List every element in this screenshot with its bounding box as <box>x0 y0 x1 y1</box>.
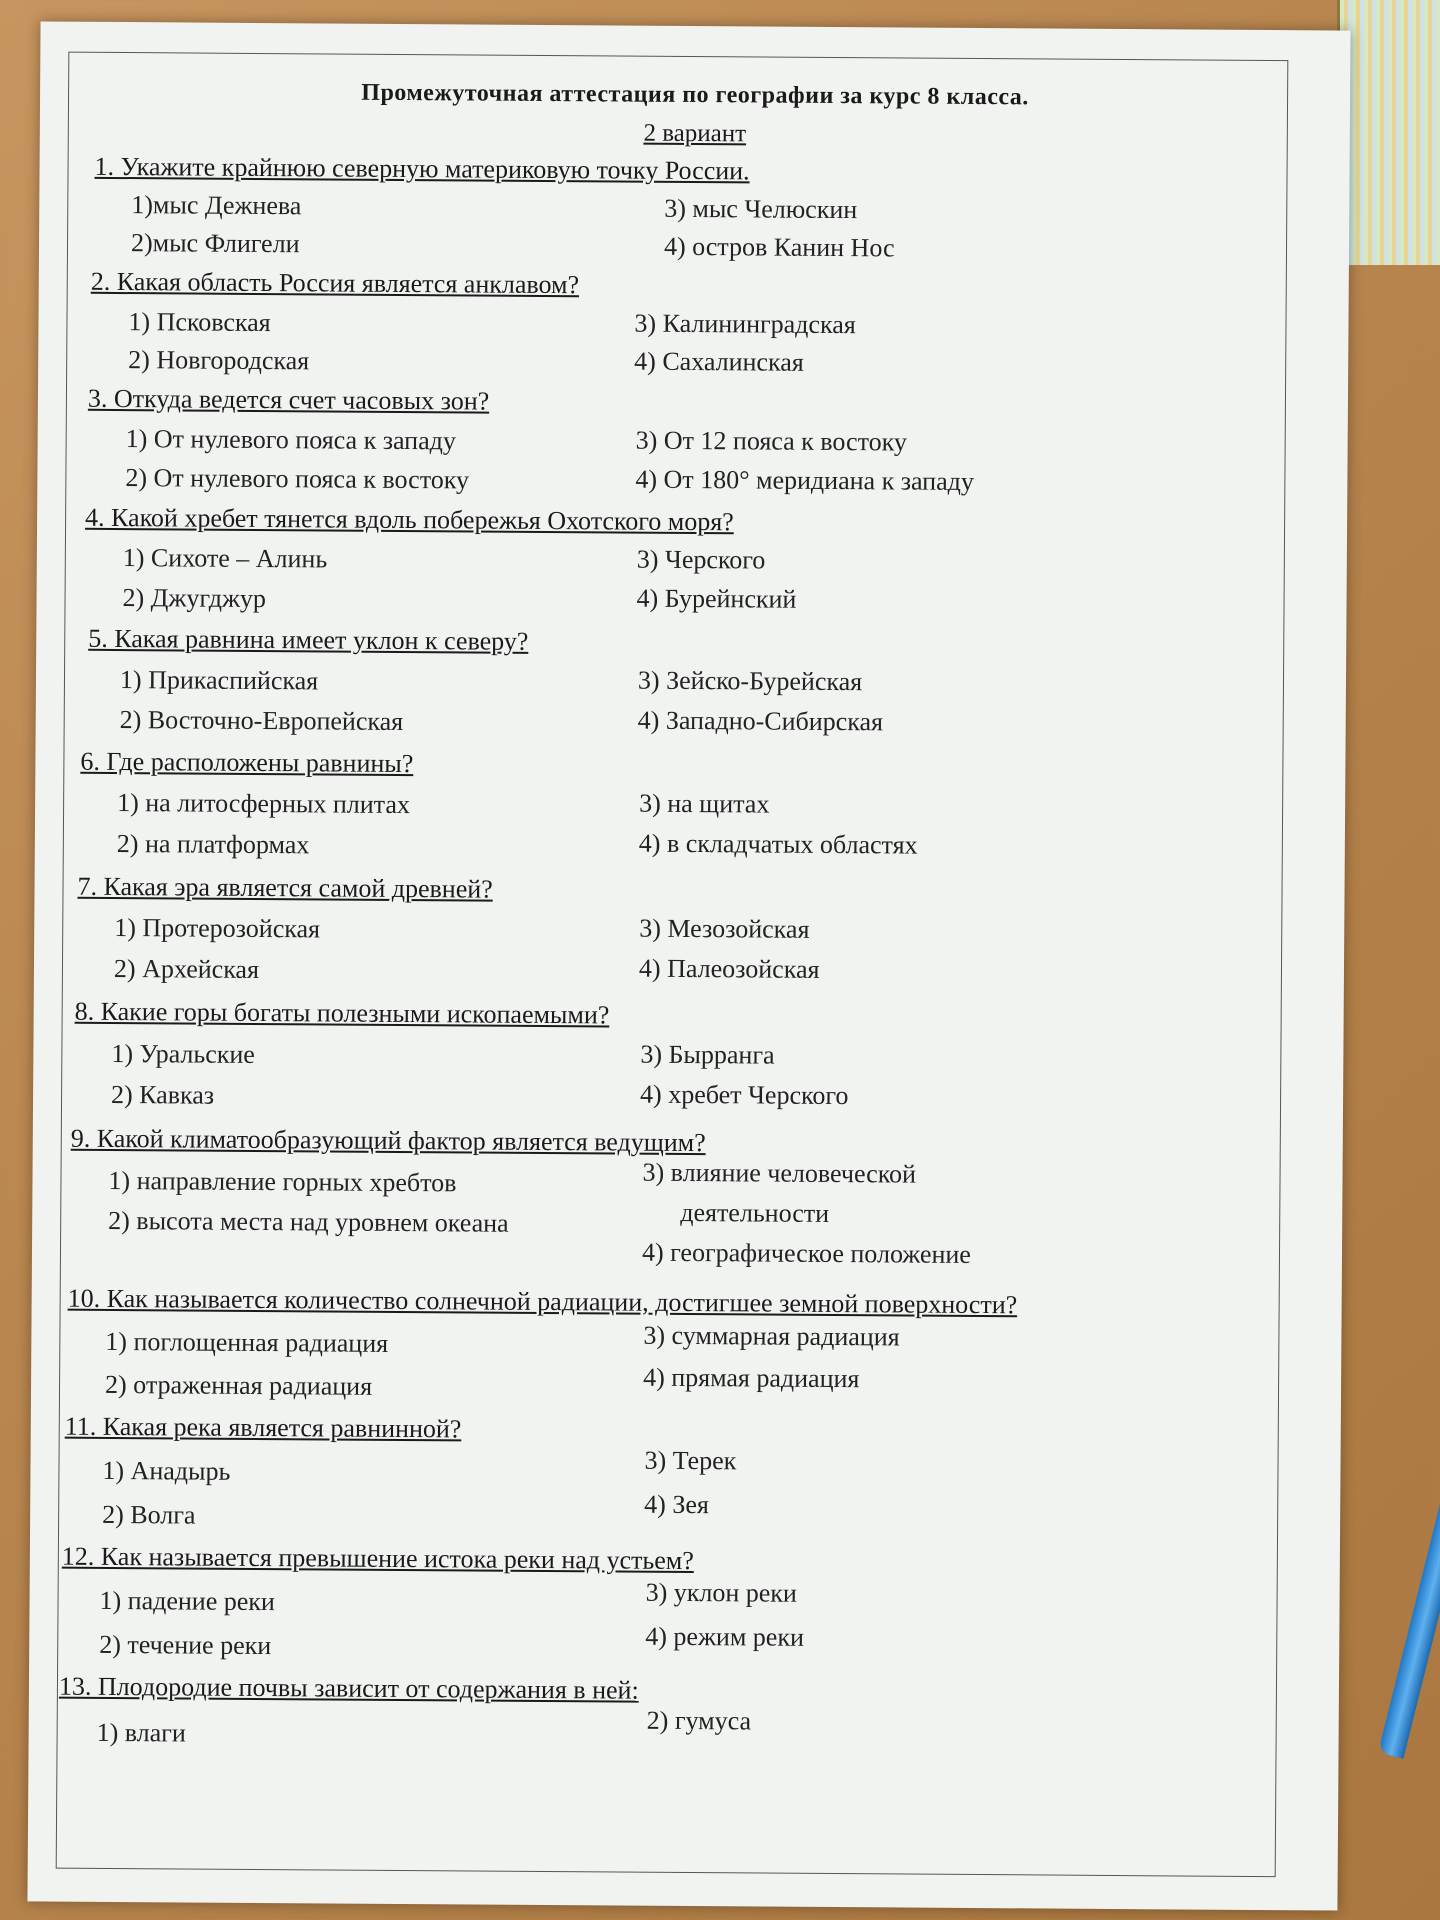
question-5: 5. Какая равнина имеет уклон к северу? <box>88 623 529 656</box>
option: 4) режим реки <box>645 1621 805 1652</box>
question-8: 8. Какие горы богаты полезными ископаемыми? <box>74 996 610 1030</box>
option: 3) уклон реки <box>645 1577 797 1608</box>
option: 2) Волга <box>102 1499 196 1530</box>
option: 4) хребет Черского <box>640 1079 849 1111</box>
option: 4) остров Канин Нос <box>663 231 895 263</box>
option: 1) Псковская <box>128 307 271 338</box>
question-1: 1. Укажите крайнюю северную материковую точку России. <box>94 151 750 186</box>
option: 1)мыс Дежнева <box>131 190 302 221</box>
option: 3) на щитах <box>639 788 770 819</box>
option: 4) От 180° меридиана к западу <box>635 464 975 496</box>
option: 3) влияние человеческой <box>642 1157 917 1189</box>
option: 2) отраженная радиация <box>104 1369 373 1401</box>
exam-sheet <box>27 21 1350 1910</box>
option: 3) мыс Челюскин <box>664 193 858 225</box>
option: 4) в складчатых областях <box>638 828 918 860</box>
option: 4) Зея <box>644 1489 710 1520</box>
question-4: 4. Какой хребет тянется вдоль побережья Охотского моря? <box>85 502 734 537</box>
option: 3) Калининградская <box>634 308 856 340</box>
option: 2) течение реки <box>99 1629 272 1661</box>
pen <box>1378 1461 1440 1758</box>
option: 1) на литосферных плитах <box>117 788 411 820</box>
option: 4) Западно-Сибирская <box>637 705 884 737</box>
question-12: 12. Как называется превышение истока реки над устьем? <box>61 1541 694 1576</box>
option: 2) Новгородская <box>128 345 310 376</box>
option: 1) Анадырь <box>102 1455 231 1486</box>
question-11: 11. Какая река является равнинной? <box>64 1411 462 1444</box>
book-stack <box>1337 0 1440 265</box>
option: 4) Палеозойская <box>638 953 820 984</box>
option: 2) Джугджур <box>122 583 267 614</box>
option: 4) географическое положение <box>641 1237 971 1269</box>
option: 4) Сахалинская <box>634 346 804 377</box>
option: 2)мыс Флигели <box>130 228 300 259</box>
option: 3) Черского <box>636 544 766 575</box>
option: 2) Восточно-Европейская <box>119 705 404 736</box>
option: 3) Терек <box>644 1445 737 1476</box>
option: 3) Зейско-Бурейская <box>637 665 863 697</box>
option: 2) Архейская <box>113 953 260 984</box>
option: 1) Сихоте – Алинь <box>122 543 328 574</box>
option: 2) От нулевого пояса к востоку <box>125 463 470 495</box>
option: 3) От 12 пояса к востоку <box>635 425 908 457</box>
option: 3) суммарная радиация <box>643 1320 900 1352</box>
option: деятельности <box>680 1197 830 1228</box>
option: 1) направление горных хребтов <box>108 1165 457 1198</box>
option: 2) гумуса <box>646 1705 752 1736</box>
option: 2) высота места над уровнем океана <box>108 1205 509 1238</box>
option: 1) поглощенная радиация <box>105 1326 389 1358</box>
option: 3) Мезозойская <box>639 913 810 944</box>
option: 2) Кавказ <box>110 1079 215 1110</box>
option: 1) падение реки <box>99 1585 275 1617</box>
question-13: 13. Плодородие почвы зависит от содержания в ней: <box>58 1671 639 1705</box>
question-9: 9. Какой климатообразующий фактор является ведущим? <box>70 1123 706 1158</box>
variant-label: 2 вариант <box>643 119 747 148</box>
question-7: 7. Какая эра является самой древней? <box>77 871 493 904</box>
option: 1) Протерозойская <box>114 912 321 944</box>
question-2: 2. Какая область Россия является анклавом? <box>90 266 580 300</box>
option: 1) влаги <box>96 1717 186 1748</box>
option: 1) Уральские <box>111 1038 255 1069</box>
questions-area <box>27 21 1350 1910</box>
option: 4) прямая радиация <box>643 1362 860 1394</box>
option: 4) Бурейнский <box>636 583 797 614</box>
option: 1) Прикаспийская <box>119 665 319 696</box>
option: 1) От нулевого пояса к западу <box>125 424 457 456</box>
page-title: Промежуточная аттестация по географии за курс 8 класса. <box>361 79 1029 111</box>
question-6: 6. Где расположены равнины? <box>80 746 414 779</box>
option: 2) на платформах <box>116 829 310 860</box>
option: 3) Бырранга <box>640 1039 775 1070</box>
question-3: 3. Откуда ведется счет часовых зон? <box>87 383 490 416</box>
question-10: 10. Как называется количество солнечной радиации, достигшее земной поверхности? <box>67 1283 1018 1320</box>
